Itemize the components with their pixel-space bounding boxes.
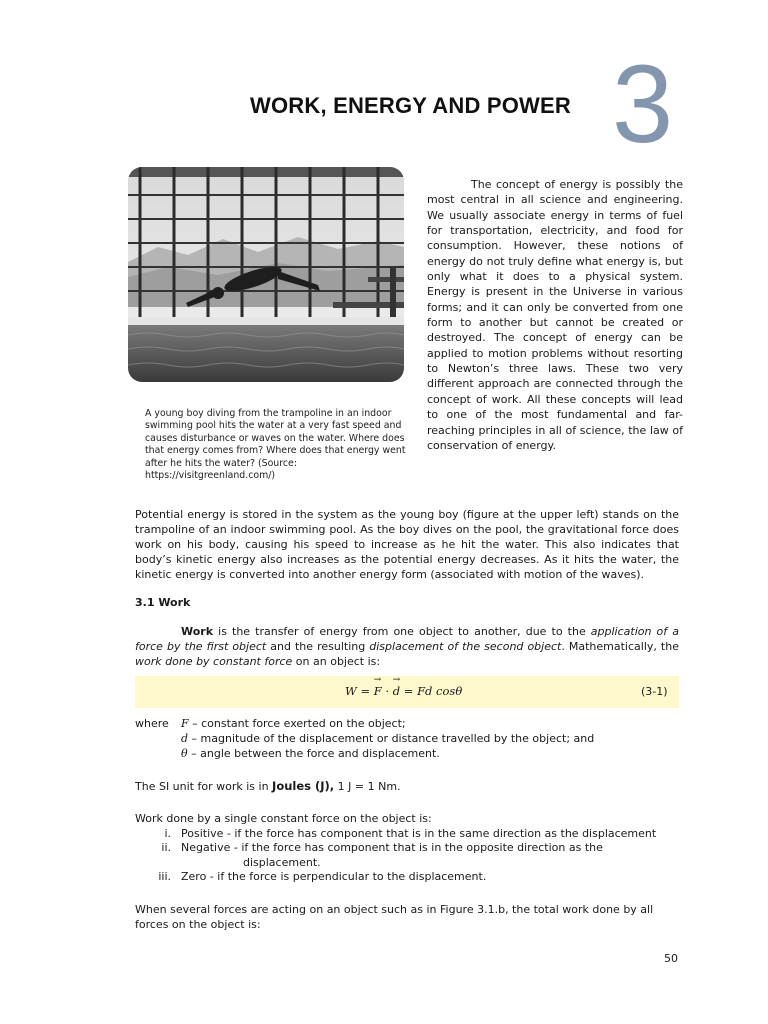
si-suffix: 1 J = 1 Nm. bbox=[334, 780, 401, 793]
symbol: θ bbox=[181, 747, 188, 760]
force-vector bbox=[373, 675, 382, 698]
def-italic: work done by constant force bbox=[135, 655, 293, 668]
figure-caption: A young boy diving from the trampoline in an indoor swimming pool hits the water at a very fast speed and causes disturbance or waves on the water. Where does that energy comes from? Where does that energy went after he hits the water? (Source: https://visitgreenland.com/) bbox=[145, 408, 406, 482]
symbol: d bbox=[181, 732, 189, 745]
where-label: where bbox=[135, 717, 169, 730]
eq-rhs: Fd cosθ bbox=[417, 684, 463, 698]
list-item bbox=[135, 841, 679, 856]
def-italic: application of a force by the first object bbox=[135, 625, 679, 653]
displacement-vector bbox=[392, 675, 401, 698]
photo-diver-icon bbox=[128, 167, 404, 382]
symbol-desc: – magnitude of the displacement or distance travelled by the object; and bbox=[188, 732, 595, 745]
list-text: Zero - if the force is perpendicular to the displacement. bbox=[181, 870, 487, 883]
chapter-number: 3 bbox=[612, 43, 674, 166]
def-text: on an object is: bbox=[292, 655, 381, 668]
def-italic: displacement of the second object bbox=[369, 640, 562, 653]
eq-sign: = bbox=[356, 684, 374, 698]
list-number: iii. bbox=[158, 870, 171, 883]
list-number: ii. bbox=[161, 841, 171, 854]
si-unit-line bbox=[135, 779, 401, 793]
list-item bbox=[135, 856, 679, 871]
single-force-list bbox=[135, 812, 679, 885]
def-text: . Mathematically, the bbox=[561, 640, 679, 653]
eq-force: F bbox=[373, 684, 382, 698]
where-block bbox=[135, 716, 679, 761]
si-prefix: The SI unit for work is in bbox=[135, 780, 273, 793]
where-row bbox=[135, 731, 679, 746]
several-forces-paragraph: When several forces are acting on an object such as in Figure 3.1.b, the total work done by all forces on the object is: bbox=[135, 903, 654, 931]
equation-number: (3-1) bbox=[641, 685, 668, 698]
list-text: Positive - if the force has component that is in the same direction as the displacement bbox=[181, 826, 657, 840]
intro-paragraph bbox=[427, 177, 683, 453]
eq-sign: = bbox=[400, 684, 418, 698]
symbol: F bbox=[181, 717, 189, 730]
section-heading: 3.1 Work bbox=[135, 596, 191, 609]
def-text: is the transfer of energy from one object to another, due to the bbox=[213, 625, 591, 638]
list-text: displacement. bbox=[243, 855, 321, 869]
symbol-desc: – angle between the force and displacement. bbox=[187, 747, 440, 760]
vector-arrow-icon: → bbox=[373, 675, 382, 685]
page-number: 50 bbox=[664, 952, 678, 965]
potential-energy-paragraph: Potential energy is stored in the system as the young boy (figure at the upper left) stands on the trampoline of an indoor swimming pool. As the boy dives on the pool, the gravitational force does work on his body, causing his speed to increase as he hit the water. This also indicates that body’s kinetic energy also increases as the potential energy decreases. As it hits the water, the kinetic energy is converted into another energy form (associated with motion of the waves). bbox=[135, 508, 679, 581]
si-unit-bold: Joules (J), bbox=[272, 779, 335, 793]
vector-arrow-icon: → bbox=[392, 675, 401, 685]
where-item bbox=[181, 746, 440, 761]
where-row bbox=[135, 716, 679, 731]
def-text: and the resulting bbox=[266, 640, 370, 653]
list-item bbox=[135, 827, 679, 842]
work-definition bbox=[135, 624, 679, 669]
symbol-desc: – constant force exerted on the object; bbox=[188, 717, 406, 730]
work-term: Work bbox=[181, 625, 214, 638]
eq-disp: d bbox=[392, 684, 401, 698]
eq-dot: · bbox=[381, 684, 393, 698]
list-item bbox=[135, 870, 679, 885]
intro-text: The concept of energy is possibly the most central in all science and engineering. We usually associate energy in terms of fuel for transportation, electricity, and food for consumption. However, these notions of energy do not truly define what energy is, but only what it does to a physical system. Energy is present in the Universe in various forms; and it can only be converted from one form to another but cannot be created or destroyed. The concept of energy can be applied to motion problems without resorting to Newton’s three laws. These two very different approach are connected through the concept of work. All these concepts will lead to one of the most fundamental and far-reaching principles in all of science, the law of conservation of energy. bbox=[427, 178, 683, 452]
where-item bbox=[181, 716, 406, 731]
list-text: Negative - if the force has component that is in the opposite direction as the bbox=[181, 841, 603, 854]
where-item bbox=[181, 731, 594, 746]
chapter-title: WORK, ENERGY AND POWER bbox=[250, 93, 571, 118]
list-number: i. bbox=[164, 826, 171, 840]
eq-lhs: W bbox=[345, 684, 357, 698]
where-row bbox=[135, 746, 679, 761]
work-equation bbox=[345, 675, 463, 698]
list-intro: Work done by a single constant force on the object is: bbox=[135, 812, 432, 825]
